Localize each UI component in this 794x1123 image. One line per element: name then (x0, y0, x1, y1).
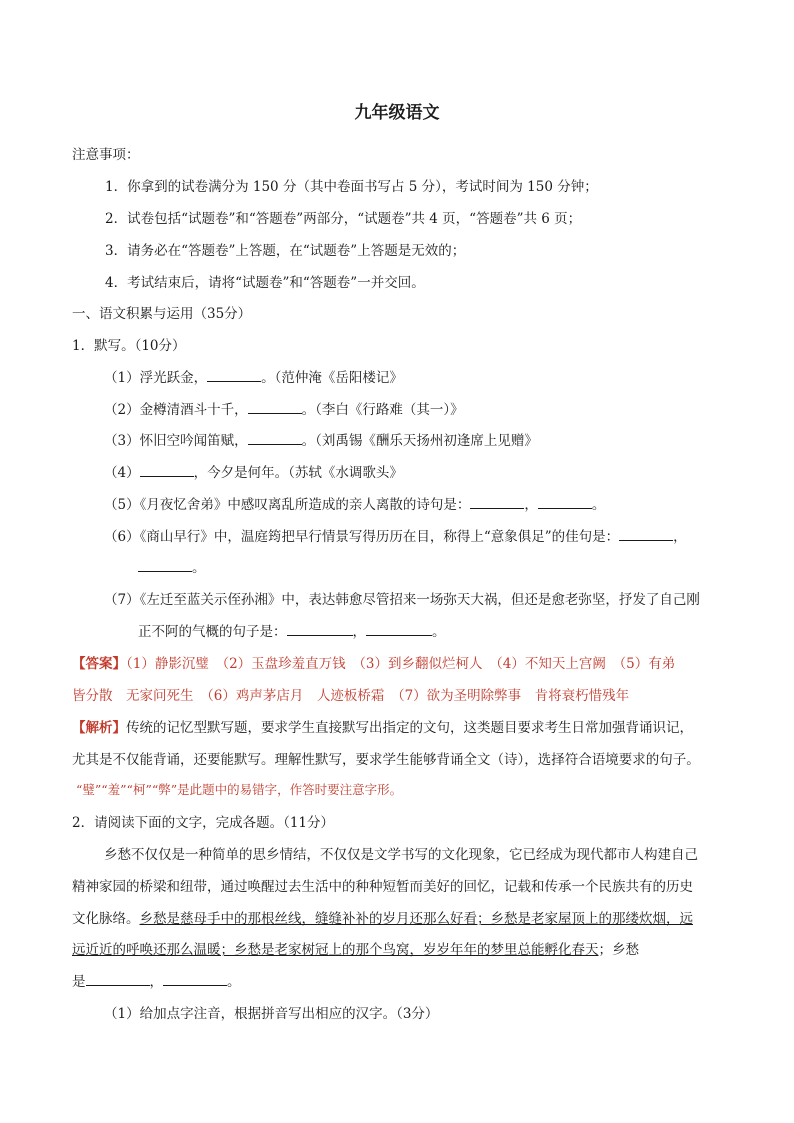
q1-item-7-cont (138, 622, 446, 642)
q1-item-7: （7）《左迁至蓝关示侄孙湘》中，表达韩愈尽管招来一场弥天大祸，但还是愈老弥坚，抒发了自己刚 (104, 592, 700, 608)
q2-sub-1: （1）给加点字注音，根据拼音写出相应的汉字。（3分） (104, 1006, 439, 1022)
passage-line-5 (72, 972, 241, 992)
comma: ， (524, 497, 538, 513)
q1-item-6 (104, 527, 687, 547)
answer-line-1 (72, 654, 675, 674)
answer-blank[interactable] (163, 972, 227, 986)
q1-item-5 (104, 495, 605, 515)
q1-item-2-text: （2）金樽清酒斗十千， (104, 402, 248, 418)
q1-item-3-text: （3）怀旧空吟闻笛赋， (104, 433, 248, 449)
q1-item-5-text: （5）《月夜忆舍弟》中感叹离乱所造成的亲人离散的诗句是： (104, 497, 471, 513)
answer-tag: 【答案】 (72, 656, 126, 672)
answer-blank[interactable] (470, 495, 524, 509)
analysis-line-2: 尤其是不仅能背诵，还要能默写。理解性默写，要求学生能够背诵全文（诗），选择符合语境要求的句子。 (72, 752, 700, 768)
passage-text: ；乡愁 (598, 942, 639, 958)
q1-item-1-source: 。（范仲淹《岳阳楼记》 (261, 370, 403, 386)
passage-text: 文化脉络。 (72, 911, 140, 927)
answer-blank[interactable] (207, 368, 261, 382)
question-2-stem: 2．请阅读下面的文字，完成各题。（11分） (72, 815, 335, 831)
q1-item-6-text: （6）《商山早行》中，温庭筠把早行情景写得历历在目，称得上“意象俱足”的佳句是： (104, 529, 620, 545)
notice-item-3: 3．请务必在“答题卷”上答题，在“试题卷”上答题是无效的； (105, 243, 466, 259)
notice-heading: 注意事项： (72, 147, 140, 163)
answer-text: （1）静影沉璧 （2）玉盘珍羞直万钱 （3）到乡翻似烂柯人 （4）不知天上宫阙 （5）有弟 (126, 656, 676, 672)
q1-item-7-text: 正不阿的气概的句子是： (138, 624, 287, 640)
notice-item-4: 4．考试结束后，请将“试题卷”和“答题卷”一并交回。 (105, 275, 425, 291)
analysis-text: 传统的记忆型默写题，要求学生直接默写出指定的文句，这类题目要求考生日常加强背诵识记， (126, 720, 693, 736)
q1-item-4-text: （4） (104, 465, 140, 481)
analysis-line-1 (72, 718, 693, 738)
q1-item-3 (104, 431, 538, 451)
analysis-tag: 【解析】 (72, 720, 126, 736)
underlined-text: 远近近的呼唤还那么温暖；乡愁是老家树冠上的那个鸟窝，岁岁年年的梦里总能孵化春天 (72, 942, 599, 958)
q1-item-2 (104, 400, 464, 420)
q1-item-2-source: 。（李白《行路难（其一）》 (301, 402, 464, 418)
comma: ， (673, 529, 687, 545)
comma: ， (149, 974, 163, 990)
section-heading: 一、语文积累与运用（35分） (72, 306, 252, 322)
q1-item-4-source: ，今夕是何年。（苏轼《水调歌头》 (193, 465, 403, 481)
answer-line-2: 皆分散 无家问死生 （6）鸡声茅店月 人迹板桥霜 （7）欲为圣明除弊事 肯将衰朽惜残年 (72, 688, 630, 704)
answer-blank[interactable] (619, 527, 673, 541)
q1-item-1-text: （1）浮光跃金， (104, 370, 208, 386)
period: 。 (192, 560, 206, 576)
passage-text: 是 (72, 974, 86, 990)
q1-item-3-source: 。（刘禹锡《酬乐天扬州初逢席上见赠》 (301, 433, 538, 449)
underlined-text: 乡愁是慈母手中的那根丝线，缝缝补补的岁月还那么好看；乡愁是老家屋顶上的那缕炊烟，远 (139, 911, 693, 927)
notice-item-2: 2．试卷包括“试题卷”和“答题卷”两部分，“试题卷”共 4 页，“答题卷”共 6 页； (105, 211, 582, 227)
passage-line-2: 精神家园的桥梁和纽带，通过唤醒过去生活中的种种短暂而美好的回忆，记载和传承一个民族共有的历史 (72, 879, 693, 895)
notice-item-1: 1．你拿到的试卷满分为 150 分（其中卷面书写占 5 分），考试时间为 150 分钟； (105, 179, 598, 195)
period: 。 (591, 497, 606, 513)
answer-blank[interactable] (287, 622, 353, 636)
passage-line-3 (72, 909, 693, 929)
analysis-line-3: “璧”“羞”“柯”“弊”是此题中的易错字，作答时要注意字形。 (76, 782, 403, 797)
answer-blank[interactable] (138, 558, 192, 572)
answer-blank[interactable] (248, 431, 302, 445)
answer-blank[interactable] (140, 463, 194, 477)
answer-blank[interactable] (538, 495, 592, 509)
page-title: 九年级语文 (354, 103, 440, 123)
question-1-stem: 1．默写。（10分） (72, 338, 186, 354)
answer-blank[interactable] (248, 400, 302, 414)
passage-line-4 (72, 940, 639, 960)
period: 。 (227, 974, 241, 990)
answer-blank[interactable] (366, 622, 432, 636)
passage-line-1: 乡愁不仅仅是一种简单的思乡情结，不仅仅是文学书写的文化现象，它已经成为现代都市人构建自己 (104, 847, 698, 863)
comma: ， (352, 624, 366, 640)
q1-item-4 (104, 463, 403, 483)
q1-item-6-cont (138, 558, 206, 578)
period: 。 (432, 624, 446, 640)
answer-blank[interactable] (86, 972, 150, 986)
q1-item-1 (104, 368, 403, 388)
